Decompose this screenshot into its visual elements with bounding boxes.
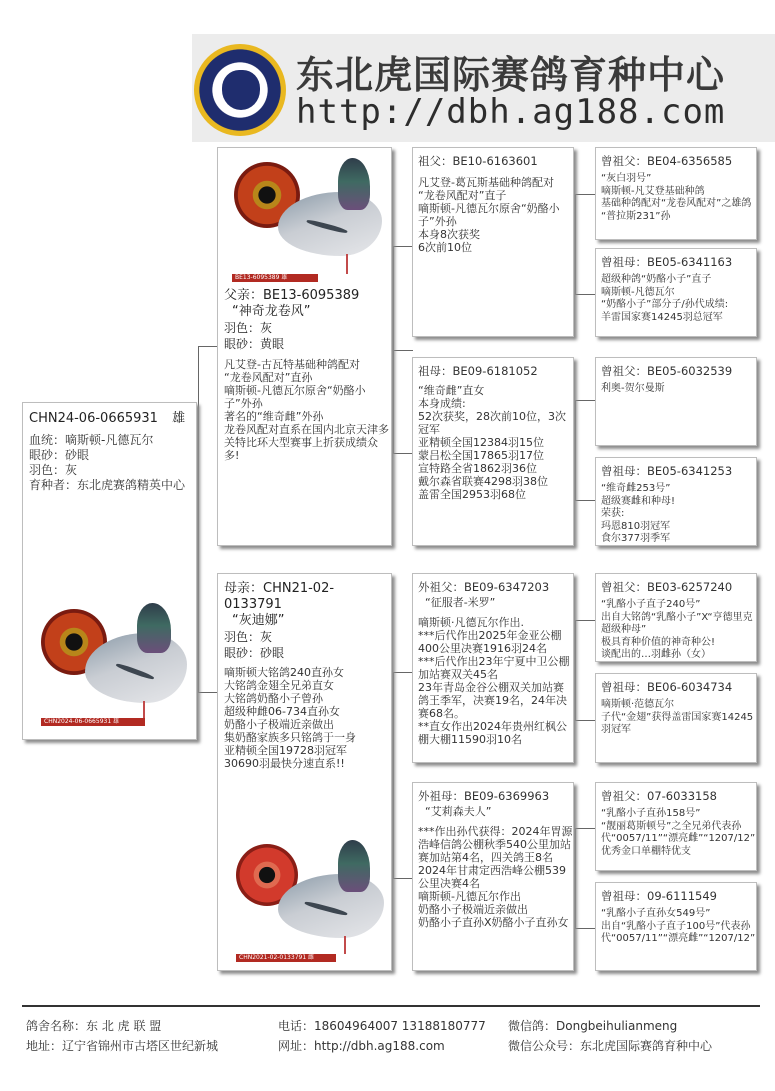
mother-photo-tag: CHN2021-02-0133791 雌 — [236, 954, 336, 962]
mother-name: “灰迪娜” — [232, 613, 285, 628]
connector-line — [575, 400, 576, 500]
mother-photo — [220, 830, 390, 968]
connector-line — [393, 878, 413, 879]
pigeon-legs — [346, 254, 348, 274]
subject-photo — [25, 593, 195, 733]
ggp-ring: 曾祖母：BE06-6034734 — [601, 680, 733, 694]
ggp-description: 嘀斯顿·范德瓦尔 子代“金翅”获得盖雷国家赛14245羽冠军 — [601, 699, 754, 735]
connector-line — [198, 346, 218, 347]
mother-card[interactable] — [217, 573, 392, 971]
ggp-ring: 曾祖父：07-6033158 — [601, 789, 717, 803]
ggp-ring: 曾祖父：BE05-6032539 — [601, 364, 733, 378]
page-title: 东北虎国际赛鸽育种中心 — [296, 53, 726, 97]
subject-ring — [29, 411, 189, 427]
mgm-name: “艾莉森夫人” — [425, 805, 492, 818]
footer-address: 地址：辽宁省锦州市古塔区世纪新城 — [26, 1039, 219, 1053]
ggp-ring: 曾祖父：BE03-6257240 — [601, 580, 733, 594]
ggp-description: “乳酪小子直孙158号” “靓丽葛斯顿号”之全兄弟代表孙代“0057/11”“漂亮雌”“1207/12” 优秀金口单棚特优支 — [601, 808, 756, 857]
footer-loft-name: 鸽舍名称：东 北 虎 联 盟 — [26, 1019, 162, 1033]
pigeon-neck — [338, 840, 370, 892]
site-url[interactable]: http://dbh.ag188.com — [296, 92, 726, 132]
footer-phone[interactable]: 电话：18604964007 13188180777 — [278, 1019, 486, 1033]
subject-card[interactable] — [22, 402, 197, 740]
father-photo-tag: BE13-6095389 雄 — [232, 274, 318, 282]
connector-line — [575, 400, 595, 401]
mgf-description: 嘀斯顿·凡德瓦尔作出. ***后代作出2025年金亚公棚400公里决赛1916羽24名 ***后代作出23年宁夏中卫公棚加站赛双关45名 23年青岛金谷公棚双关加站赛鸽王季军，决赛19名，24年决赛68名。 **直女作出2024年贵州红枫公棚大棚11590羽10名 — [418, 616, 570, 746]
paternal-grandmother-card[interactable] — [412, 357, 574, 546]
ggp-ring: 曾祖母：BE05-6341163 — [601, 255, 733, 269]
footer-wechat: 微信鸽：Dongbeihulianmeng — [508, 1019, 678, 1033]
ggp-description: “维奇雌253号” 超级赛雌和种母! 荣获: 玛恩810羽冠军 食尔377羽季军 — [601, 483, 676, 544]
pigeon-neck — [338, 158, 370, 210]
mother-color: 羽色：灰 — [224, 630, 273, 644]
father-name: “神奇龙卷风” — [232, 304, 311, 319]
ggp-description: “乳酪小子直子240号” 出自大铭鸽“乳酪小子”X“亨德里克超级种母” 极具育种价值的神奇种公! 谈配出的…羽雌孙（女） — [601, 599, 753, 660]
great-grandparent-card[interactable] — [595, 457, 757, 546]
subject-ring-text: CHN24-06-0665931 — [29, 411, 158, 426]
connector-line — [393, 350, 413, 351]
father-description: 凡艾登-古瓦特基础种鸽配对 “龙卷风配对”直孙 嘀斯顿-凡德瓦尔原舍“奶酪小子”外孙 著名的“维奇雌”外孙 龙卷风配对直系在国内北京天津多关特比环大型赛事上折获成绩众多! — [224, 358, 389, 462]
pigeon-neck — [137, 603, 171, 653]
paternal-grandfather-card[interactable] — [412, 147, 574, 337]
mgm-ring: 外祖母：BE09-6369963 — [418, 789, 550, 803]
connector-line — [575, 828, 595, 829]
father-photo — [220, 150, 390, 288]
connector-line — [575, 828, 576, 928]
father-ring: 父亲：BE13-6095389 — [224, 288, 360, 303]
pgf-description: 凡艾登-葛瓦斯基础种鸽配对 “龙卷风配对”直子 嘀斯顿-凡德瓦尔原舍“奶酪小子”外孙 本身8次获奖 6次前10位 — [418, 176, 560, 254]
footer-divider — [22, 1005, 760, 1007]
subject-sex: 雄 — [172, 411, 186, 426]
pgm-description: “维奇雌”直女 本身成绩: 52次获奖，28次前10位，3次冠军 亚精顿全国12384羽15位 蒙吕松全国17865羽17位 宣特路全省1862羽36位 戴尔森省联赛4298羽38位 盖雷全国2953羽68位 — [418, 384, 566, 501]
subject-color: 羽色：灰 — [29, 463, 78, 477]
great-grandparent-card[interactable] — [595, 782, 757, 871]
ggp-description: 利奥-贺尔曼斯 — [601, 383, 665, 394]
ggp-description: 超级种鸽“奶酪小子”直子 嘀斯顿-凡德瓦尔 “奶酪小子”部分子/孙代成绩: 羊雷国家赛14245羽总冠军 — [601, 274, 729, 323]
ggp-description: “乳酪小子直孙女549号” 出自“乳酪小子直子100号”代表孙代“0057/11”“漂亮雌”“1207/12” — [601, 908, 756, 944]
subject-info — [29, 433, 194, 493]
tiger-emblem-icon — [222, 70, 260, 110]
connector-line — [575, 720, 595, 721]
ggp-ring: 曾祖母：BE05-6341253 — [601, 464, 733, 478]
mgf-ring: 外祖父：BE09-6347203 — [418, 580, 550, 594]
connector-line — [393, 246, 413, 247]
maternal-grandmother-card[interactable] — [412, 782, 574, 971]
mgm-description: ***作出孙代获得：2024年胃源浩峰信鸽公棚秋季540公里加站赛加站第4名，四关鸽王8名 2024年甘肃定西浩峰公棚539公里决赛4名 嘀斯顿-凡德瓦尔作出 奶酪小子极端近亲做出 奶酪小子直孙X奶酪小子直孙女 — [418, 825, 573, 929]
connector-line — [575, 500, 595, 501]
subject-photo-tag: CHN2024-06-0665931 雄 — [41, 718, 145, 726]
connector-line — [393, 672, 394, 878]
pgm-ring: 祖母：BE09-6181052 — [418, 364, 538, 378]
mother-eye: 眼砂：砂眼 — [224, 646, 285, 660]
ggp-ring: 曾祖母：09-6111549 — [601, 889, 717, 903]
mgf-name: “征服者-米罗” — [425, 596, 496, 609]
great-grandparent-card[interactable] — [595, 147, 757, 240]
great-grandparent-card[interactable] — [595, 248, 757, 337]
father-eye: 眼砂：黄眼 — [224, 337, 285, 351]
connector-line — [393, 453, 413, 454]
mother-ring: 母亲：CHN21-02-0133791 — [224, 581, 335, 612]
mother-description: 嘀斯顿大铭鸽240直孙女 大铭鸽金翅全兄弟直女 大铭鸽奶酪小子曾孙 超级种雌06-734直孙女 奶酪小子极端近亲做出 集奶酪家族多只铭鸽于一身 亚精顿全国19728羽冠军 30690羽最快分速直系!! — [224, 666, 356, 770]
ggp-description: “灰白羽号” 嘀斯顿-凡艾登基础种鸽 基础种鸽配对“龙卷风配对”之雄鸽 “普拉斯231”孙 — [601, 173, 752, 222]
connector-line — [575, 194, 576, 294]
pgf-ring: 祖父：BE10-6163601 — [418, 154, 538, 168]
connector-line — [575, 620, 576, 720]
pigeon-legs — [344, 936, 346, 954]
great-grandparent-card[interactable] — [595, 882, 757, 971]
footer-public-account: 微信公众号：东北虎国际赛鸽育种中心 — [508, 1039, 713, 1053]
great-grandparent-card[interactable] — [595, 357, 757, 446]
subject-bloodline: 血统：嘀斯顿-凡德瓦尔 — [29, 433, 154, 447]
great-grandparent-card[interactable] — [595, 673, 757, 763]
subject-breeder: 育种者：东北虎赛鸽精英中心 — [29, 478, 186, 492]
father-card[interactable] — [217, 147, 392, 546]
connector-line — [393, 672, 413, 673]
father-color: 羽色：灰 — [224, 321, 273, 335]
connector-line — [198, 346, 199, 692]
subject-eye: 眼砂：砂眼 — [29, 448, 90, 462]
footer-website[interactable]: 网址：http://dbh.ag188.com — [278, 1039, 445, 1053]
connector-line — [575, 194, 595, 195]
great-grandparent-card[interactable] — [595, 573, 757, 662]
connector-line — [575, 928, 595, 929]
maternal-grandfather-card[interactable] — [412, 573, 574, 763]
connector-line — [198, 692, 218, 693]
connector-line — [575, 294, 595, 295]
ggp-ring: 曾祖父：BE04-6356585 — [601, 154, 733, 168]
connector-line — [575, 620, 595, 621]
